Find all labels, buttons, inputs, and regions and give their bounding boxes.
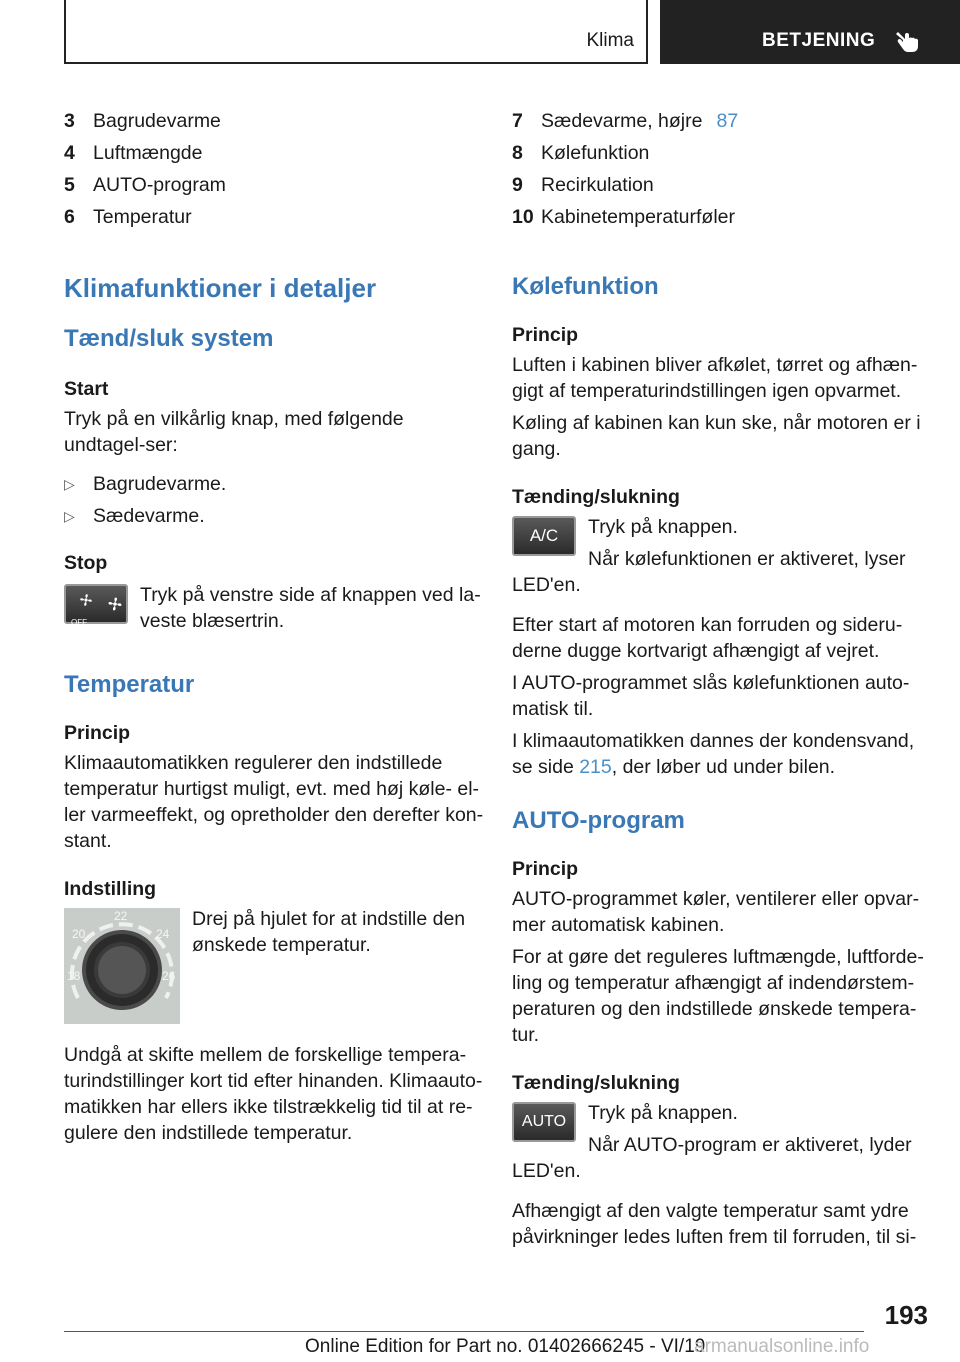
left-column <box>64 108 484 1146</box>
list-item: 5 AUTO-program <box>64 174 226 196</box>
list-item: 7 Sædevarme, højre 87 <box>512 110 739 132</box>
header-section-title: Klima <box>586 30 634 51</box>
heading-tanding: Tænding/slukning <box>512 1072 680 1094</box>
heading-stop: Stop <box>64 552 108 574</box>
auto-button-image: AUTO <box>512 1102 576 1142</box>
auto-p2: For at gøre det reguleres luftmængde, luftforde‐ling og temperatur afhængigt af indendørstem‐peraturen og den indstillede ønskede tempera‐tur. <box>512 946 924 1046</box>
ac-text2: Når kølefunktionen er aktiveret, lyser LED'en. <box>512 548 906 596</box>
list-item: 9 Recirkulation <box>512 174 654 196</box>
kole-p2: Køling af kabinen kan kun ske, når motoren er i gang. <box>512 412 921 460</box>
heading-start: Start <box>64 378 109 400</box>
auto-row <box>512 1100 932 1184</box>
fan-off-button-image <box>64 584 128 627</box>
off-label: OFF <box>71 618 87 627</box>
heading-kolefunktion: Kølefunktion <box>512 273 659 300</box>
heading-indstilling: Indstilling <box>64 878 157 900</box>
header-section-box <box>64 0 648 64</box>
indstilling-row <box>64 906 484 1024</box>
ac-button-image: A/C <box>512 516 576 556</box>
start-text: Tryk på en vilkårlig knap, med følgende undtagel‐ser: <box>64 408 404 456</box>
heading-princip: Princip <box>512 858 579 880</box>
dial-label-20: 20 <box>72 927 86 941</box>
list-item: 6 Temperatur <box>64 206 192 228</box>
footer-divider <box>64 1331 864 1332</box>
heading-auto-program: AUTO-program <box>512 807 685 834</box>
auto-p3: Afhængigt af den valgte temperatur samt ydre påvirkninger ledes luften frem til forruden, til si‐ <box>512 1200 917 1248</box>
pointing-hand-icon <box>894 26 922 54</box>
kole-p5: I klimaautomatikken dannes der kondensvand, se side 215, der løber ud under bilen. <box>512 730 915 778</box>
heading-temperatur: Temperatur <box>64 671 195 698</box>
temp-princip-text: Klimaautomatikken regulerer den indstillede temperatur hurtigst muligt, evt. med høj køle- el‐ler varmeeffekt, og opretholder den derefter kon‐stant. <box>64 752 484 852</box>
dial-label-24: 24 <box>156 927 170 941</box>
heading-princip: Princip <box>512 324 579 346</box>
ac-row <box>512 514 932 598</box>
section-title-klimafunktioner: Klimafunktioner i detaljer <box>64 273 377 303</box>
auto-p1: AUTO-programmet køler, ventilerer eller opvar‐mer automatisk kabinen. <box>512 888 920 936</box>
list-item: 3 Bagrudevarme <box>64 110 221 132</box>
legend-list-right <box>512 108 932 236</box>
list-item: ▷ Bagrudevarme. <box>64 473 227 495</box>
page-ref-link[interactable]: 87 <box>716 110 739 132</box>
start-exceptions-list <box>64 468 484 532</box>
fan-icon <box>106 595 124 613</box>
heading-princip: Princip <box>64 722 131 744</box>
auto-text2: Når AUTO-program er aktiveret, lyder LED'en. <box>512 1134 912 1182</box>
triangle-bullet-icon: ▷ <box>64 476 75 492</box>
auto-text1: Tryk på knappen. <box>588 1102 738 1124</box>
dial-label-18: 18 <box>67 969 81 983</box>
heading-system: Tænd/sluk system <box>64 325 274 352</box>
page-number: 193 <box>884 1300 928 1330</box>
list-item: 10 Kabinetemperaturføler <box>512 206 736 228</box>
dial-label-22: 22 <box>114 909 128 923</box>
stop-row <box>64 582 484 634</box>
footer-edition: Online Edition for Part no. 01402666245 - VI/19 <box>305 1336 706 1357</box>
dial-label-26: 26 <box>162 969 176 983</box>
watermark: armanualsonline.info <box>694 1336 870 1357</box>
legend-list-left <box>64 108 484 236</box>
kole-p3: Efter start af motoren kan forruden og sideru‐derne dugge kortvarigt afhængigt af vejret. <box>512 614 903 662</box>
ac-text1: Tryk på knappen. <box>588 516 738 538</box>
kole-p1: Luften i kabinen bliver afkølet, tørret og afhæn‐gigt af temperaturindstillingen igen opvarmet. <box>512 354 918 402</box>
heading-tanding: Tænding/slukning <box>512 486 680 508</box>
triangle-bullet-icon: ▷ <box>64 508 75 524</box>
header-chapter-title: BETJENING <box>762 30 876 51</box>
list-item: 4 Luftmængde <box>64 142 203 164</box>
fan-icon <box>78 592 94 608</box>
kole-p4: I AUTO-programmet slås kølefunktionen auto‐matisk til. <box>512 672 910 720</box>
list-item: ▷ Sædevarme. <box>64 505 205 527</box>
page-ref-link[interactable]: 215 <box>579 756 612 778</box>
stop-text: Tryk på venstre side af knappen ved la‐veste blæsertrin. <box>140 584 481 632</box>
indstilling-text: Drej på hjulet for at indstille den ønskede temperatur. <box>192 908 466 956</box>
temperature-dial-image <box>64 908 180 1024</box>
right-column <box>512 108 932 1250</box>
list-item: 8 Kølefunktion <box>512 142 650 164</box>
header-chapter-box <box>660 0 960 64</box>
undgaa-text: Undgå at skifte mellem de forskellige tempera‐turindstillinger kort tid efter hinanden. Klimaauto‐matikken har ellers ikke tilstrækkelig tid til at re‐gulere den indstillede temperatur. <box>64 1044 483 1144</box>
